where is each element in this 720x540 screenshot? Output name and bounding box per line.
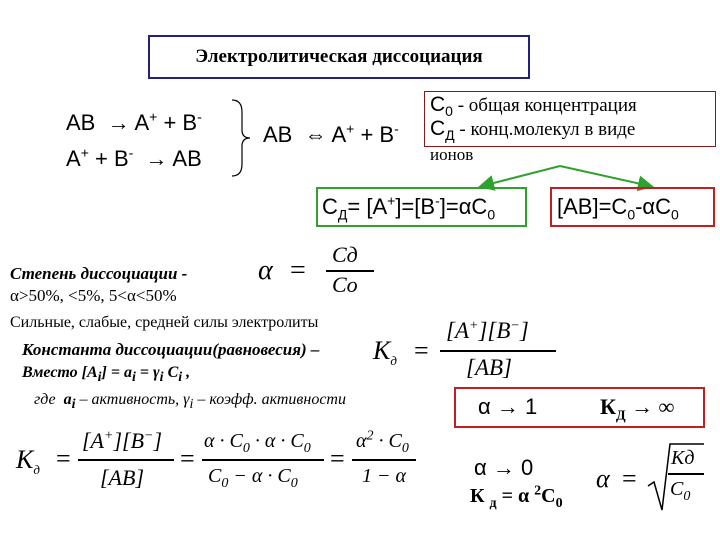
constant-denominator: [AB] — [466, 355, 512, 380]
equals-sign: = — [290, 255, 306, 286]
alpha-symbol: α — [258, 255, 273, 286]
concentration-note-line2: $С_Д$ - конц.молекул в виде — [430, 117, 636, 144]
reaction-equilibrium: AB ⇔ A+ + B- — [263, 120, 399, 147]
main-fraction3-denominator: 1 − α — [362, 465, 406, 487]
equals-sign: = — [414, 336, 429, 365]
fraction-line — [202, 459, 324, 461]
main-fraction1-numerator: [A+][B−] — [82, 428, 163, 453]
constant-label: Константа диссоциации(равновесия) – — [22, 340, 320, 359]
fraction-line — [78, 459, 174, 461]
alpha-to-one: α → 1 — [478, 394, 538, 419]
alpha-fraction-denominator: Co — [332, 272, 358, 297]
sqrt-alpha-symbol: α — [596, 464, 610, 493]
cd-formula: $С_Д= [A^+]=[B^-]=\alpha С_0$ — [322, 192, 496, 223]
reaction-reverse: A+ + B- → AB — [66, 144, 202, 171]
fraction-line — [668, 473, 704, 475]
equals-sign: = — [180, 444, 195, 473]
constant-numerator: [A+][B−] — [446, 318, 529, 343]
main-fraction3-numerator: $\alpha^2 \cdot C_0$ — [356, 428, 409, 456]
equals-sign: = — [622, 464, 637, 493]
page-title: Электролитическая диссоциация — [148, 35, 530, 79]
kd-symbol: $K_д$ — [373, 336, 397, 369]
main-fraction2-numerator: $\alpha \cdot C_0 \cdot \alpha \cdot C_0$ — [204, 430, 311, 456]
sqrt-numerator: Kд — [671, 447, 695, 469]
brace-icon — [228, 98, 252, 178]
main-fraction2-denominator: $C_0 - \alpha \cdot C_0$ — [208, 465, 298, 491]
equals-sign: = — [56, 444, 71, 473]
sqrt-denominator: $C_0$ — [670, 478, 691, 504]
concentration-note-line1: $С_0$ - общая концентрация — [430, 93, 637, 120]
degree-ranges: α>50%, <5%, 5<α<50% — [10, 286, 177, 305]
main-kd-symbol: $K_д$ — [16, 445, 40, 478]
fraction-line — [440, 350, 556, 352]
activity-line2: где ai – активность, γi – коэфф. активности — [34, 391, 346, 413]
kd-approx: К $_д$ = α $^2С_0$ — [470, 483, 563, 511]
main-fraction1-denominator: [AB] — [100, 465, 144, 490]
alpha-to-zero: α → 0 — [474, 455, 534, 480]
reaction-forward: AB → A+ + B- — [66, 108, 202, 135]
electrolyte-classes: Сильные, слабые, средней силы электролиты — [10, 314, 319, 331]
fraction-line — [352, 459, 416, 461]
alpha-fraction-numerator: Cд — [332, 242, 358, 267]
concentration-note-line3: ионов — [430, 145, 474, 164]
equals-sign: = — [330, 444, 345, 473]
degree-label: Степень диссоциации - — [10, 264, 188, 283]
kd-to-infinity: $К_Д$ → ∞ — [600, 394, 675, 424]
activity-line1: Вместо [Ai] = ai = γi Ci , — [22, 364, 191, 386]
ab-formula: $[AB]=С_0-\alpha С_0$ — [557, 194, 679, 223]
